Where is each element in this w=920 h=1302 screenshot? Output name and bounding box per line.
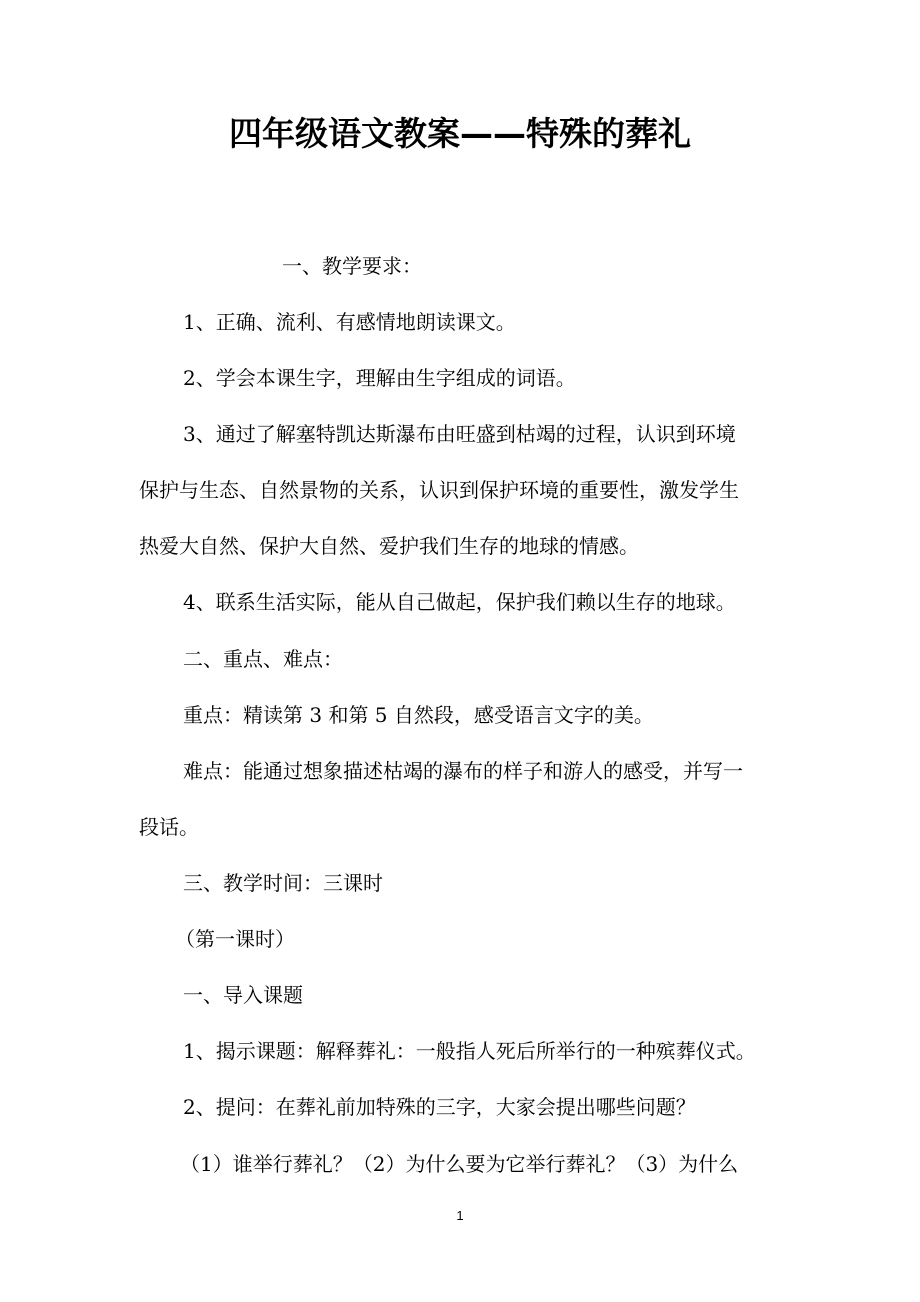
section-heading-requirements: 一、教学要求： (282, 254, 422, 278)
paragraph: 重点：精读第 3 和第 5 自然段，感受语言文字的美。 (183, 703, 654, 727)
paragraph: 1、正确、流利、有感情地朗读课文。 (183, 310, 516, 334)
paragraph: 3、通过了解塞特凯达斯瀑布由旺盛到枯竭的过程，认识到环境 (183, 422, 736, 446)
lesson-label: （第一课时） (175, 927, 295, 951)
paragraph: 难点：能通过想象描述枯竭的瀑布的样子和游人的感受，并写一 (183, 759, 743, 783)
document-title: 四年级语文教案——特殊的葬礼 (229, 114, 691, 153)
paragraph: 2、学会本课生字，理解由生字组成的词语。 (183, 366, 576, 390)
paragraph-continuation: 段话。 (139, 815, 199, 839)
paragraph-continuation: 保护与生态、自然景物的关系，认识到保护环境的重要性，激发学生 (139, 478, 739, 502)
paragraph: 1、揭示课题：解释葬礼：一般指人死后所举行的一种殡葬仪式。 (183, 1039, 756, 1063)
section-heading-time: 三、教学时间：三课时 (183, 871, 383, 895)
paragraph: （1）谁举行葬礼？（2）为什么要为它举行葬礼？（3）为什么 (180, 1152, 739, 1176)
paragraph: 2、提问：在葬礼前加特殊的三字，大家会提出哪些问题？ (183, 1095, 696, 1119)
paragraph: 4、联系生活实际，能从自己做起，保护我们赖以生存的地球。 (183, 590, 736, 614)
section-heading-intro: 一、导入课题 (183, 983, 303, 1007)
page-number: 1 (456, 1208, 464, 1223)
section-heading-key-points: 二、重点、难点： (183, 647, 343, 671)
paragraph-continuation: 热爱大自然、保护大自然、爱护我们生存的地球的情感。 (139, 534, 639, 558)
